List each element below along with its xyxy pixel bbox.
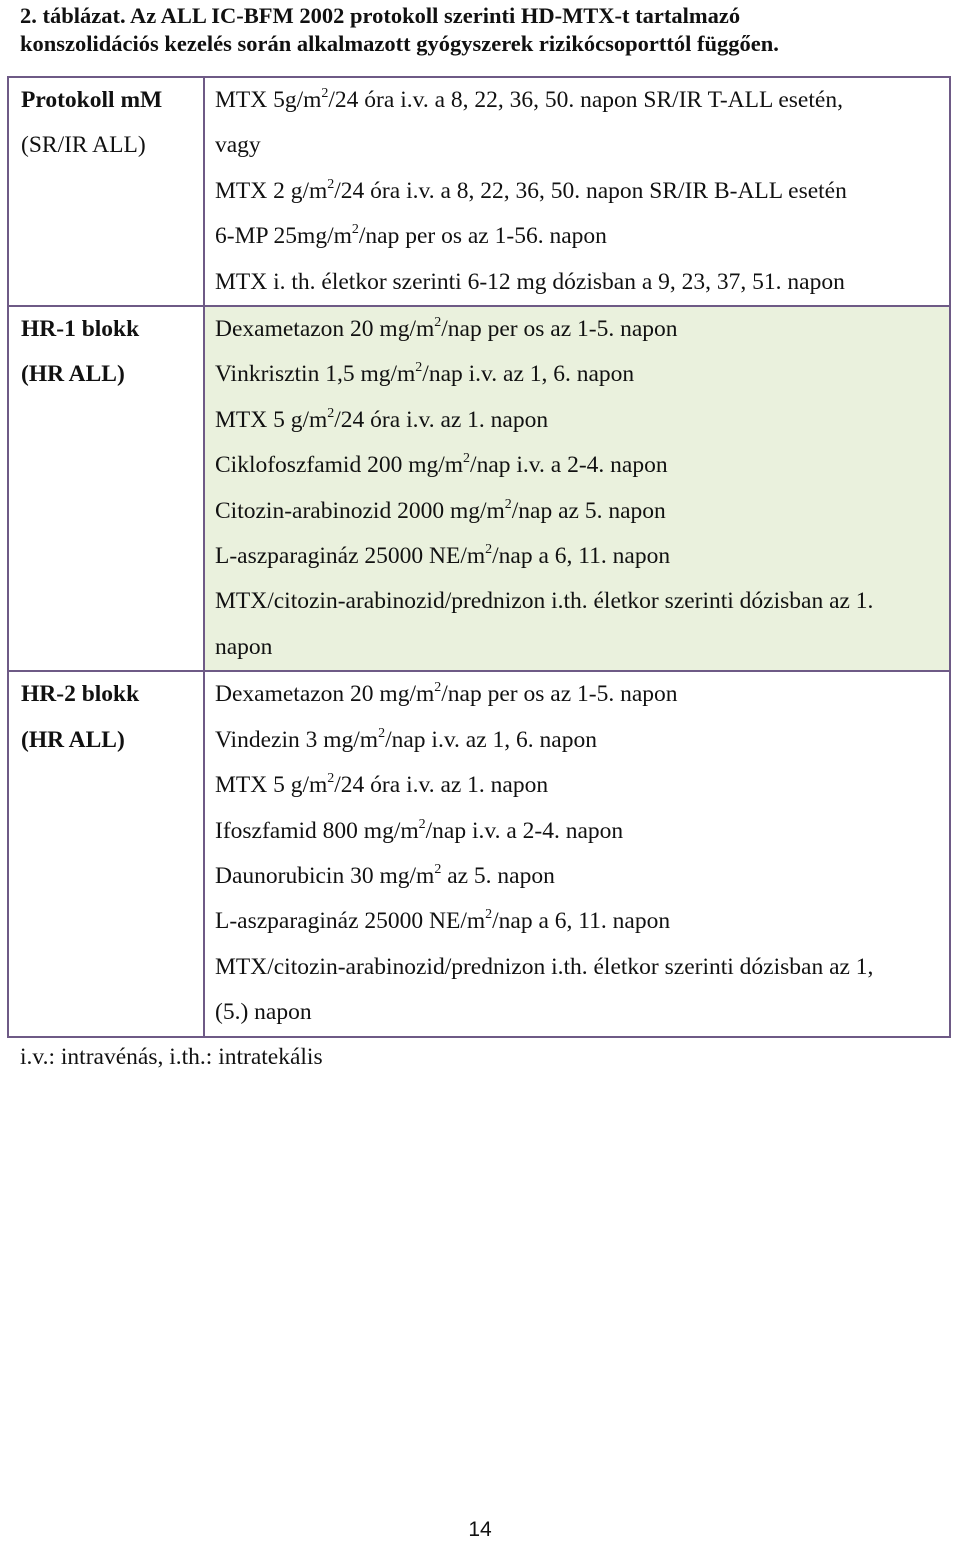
unit-superscript: 2 [378,725,386,741]
drug-line [215,260,943,305]
drug-text-rest: /nap i.v. az 1, 6. napon [422,361,635,388]
drug-text: MTX 2 g/m [215,177,328,204]
drug-text: MTX 5g/m [215,87,322,113]
drug-line [215,123,943,168]
drug-text-rest: /nap per os az 1-56. napon [358,223,607,250]
drug-line [215,78,943,123]
drug-text: Citozin-arabinozid 2000 mg/m [215,497,505,524]
drug-line [215,352,943,397]
protocol-table [7,76,951,1038]
drug-text: Ciklofoszfamid 200 mg/m [215,452,464,479]
unit-superscript: 2 [321,86,329,101]
row-content-cell [204,77,950,306]
drug-line [215,945,943,990]
drug-text-rest: az 5. napon [441,862,555,889]
caption-line-2: konszolidációs kezelés során alkalmazott gyógyszerek rizikócsoporttól függően. [20,31,779,56]
unit-superscript: 2 [485,542,493,558]
drug-line [215,534,943,579]
drug-text: Ifoszfamid 800 mg/m [215,817,419,844]
drug-text-rest: /nap i.v. a 2-4. napon [425,817,624,844]
row-label-line: (HR ALL) [21,361,125,388]
unit-superscript: 2 [434,680,442,696]
drug-line [215,579,943,624]
drug-text: MTX i. th. életkor szerinti 6-12 mg dózisban a 9, 23, 37, 51. napon [215,268,845,295]
row-label-cell [8,306,204,671]
drug-text: napon [215,633,273,660]
drug-line [215,990,943,1035]
drug-text-rest: /nap per os az 1-5. napon [441,316,678,343]
drug-text-rest: /nap i.v. az 1, 6. napon [385,726,597,753]
row-label-line: Protokoll mM [21,87,163,113]
drug-text-rest: /nap a 6, 11. napon [492,908,671,935]
row-label-line: (SR/IR ALL) [21,132,146,159]
drug-line [215,307,943,352]
drug-line [215,854,943,899]
drug-text-rest: /24 óra i.v. a 8, 22, 36, 50. napon SR/IR T-ALL esetén, [328,87,843,113]
row-label-line: HR-2 blokk [21,681,140,708]
drug-text: L-aszparagináz 25000 NE/m [215,543,486,570]
unit-superscript: 2 [351,222,359,238]
drug-text: Dexametazon 20 mg/m [215,681,435,708]
caption-line-1: 2. táblázat. Az ALL IC-BFM 2002 protokoll szerinti HD-MTX-t tartalmazó [20,3,741,28]
unit-superscript: 2 [504,496,512,512]
page-number: 14 [468,1518,492,1541]
table-caption [20,2,950,58]
unit-superscript: 2 [415,360,423,376]
drug-line [215,625,943,670]
row-label-line: (HR ALL) [21,726,125,753]
drug-text: MTX/citozin-arabinozid/prednizon i.th. életkor szerinti dózisban az 1, [215,953,874,980]
drug-text: Dexametazon 20 mg/m [215,316,435,343]
row-label-cell [8,671,204,1036]
drug-line [215,398,943,443]
drug-text-rest: /24 óra i.v. a 8, 22, 36, 50. napon SR/IR B-ALL esetén [334,177,847,204]
drug-line [215,718,943,763]
drug-line [215,899,943,944]
row-label-cell [8,77,204,306]
unit-superscript: 2 [327,405,335,421]
drug-text: Daunorubicin 30 mg/m [215,862,435,889]
table-row [8,77,950,306]
row-content-cell [204,671,950,1036]
drug-text: vagy [215,132,261,159]
drug-text-rest: /nap i.v. a 2-4. napon [470,452,668,479]
drug-text-rest: /24 óra i.v. az 1. napon [334,772,549,799]
drug-text: Vindezin 3 mg/m [215,726,379,753]
unit-superscript: 2 [434,861,442,877]
drug-line [215,809,943,854]
drug-text: MTX/citozin-arabinozid/prednizon i.th. életkor szerinti dózisban az 1. [215,588,874,615]
table-row [8,306,950,671]
drug-text: MTX 5 g/m [215,406,328,433]
unit-superscript: 2 [327,771,335,787]
unit-superscript: 2 [434,315,442,331]
drug-text: Vinkrisztin 1,5 mg/m [215,361,416,388]
unit-superscript: 2 [485,907,493,923]
drug-text: L-aszparagináz 25000 NE/m [215,908,486,935]
footnote: i.v.: intravénás, i.th.: intratekális [20,1044,323,1070]
drug-text: MTX 5 g/m [215,772,328,799]
row-content-cell [204,306,950,671]
drug-text: (5.) napon [215,999,312,1026]
drug-text: 6-MP 25mg/m [215,223,352,250]
drug-line [215,214,943,259]
unit-superscript: 2 [463,451,471,467]
drug-text-rest: /nap per os az 1-5. napon [441,681,678,708]
table-row [8,671,950,1036]
drug-text-rest: /nap a 6, 11. napon [492,543,671,570]
drug-text-rest: /24 óra i.v. az 1. napon [334,406,549,433]
drug-line [215,489,943,534]
drug-line [215,169,943,214]
drug-text-rest: /nap az 5. napon [511,497,666,524]
drug-line [215,672,943,717]
drug-line [215,443,943,488]
row-label-line: HR-1 blokk [21,316,140,343]
drug-line [215,763,943,808]
unit-superscript: 2 [418,816,426,832]
unit-superscript: 2 [327,176,335,192]
